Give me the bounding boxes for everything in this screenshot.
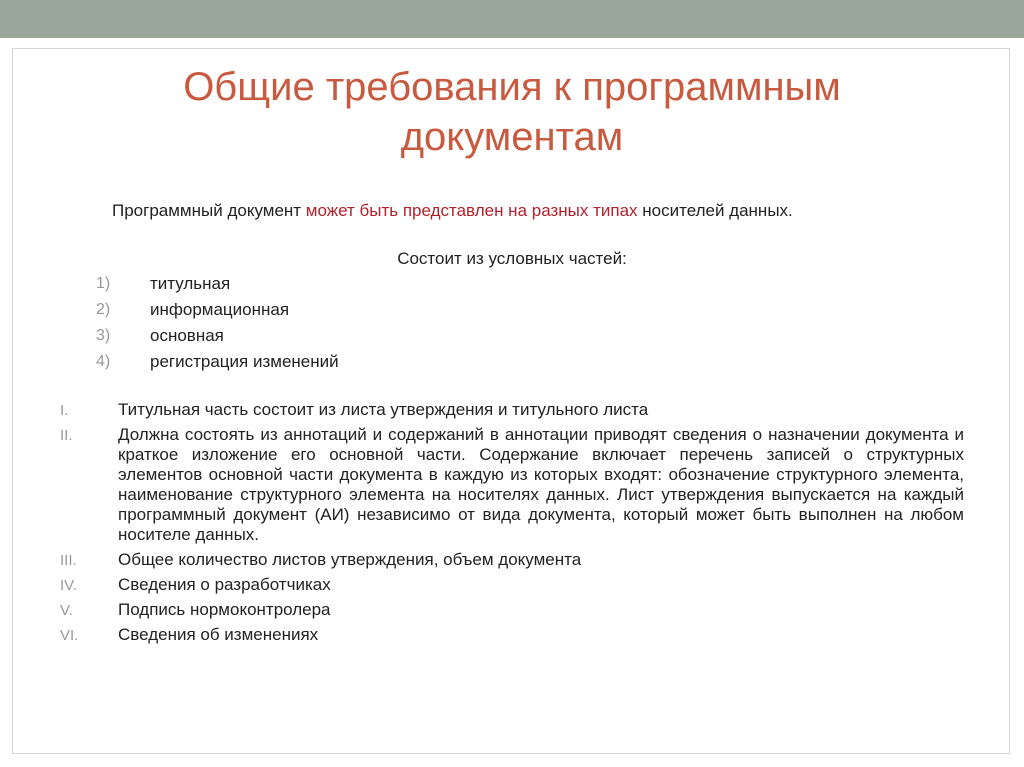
list-marker: VI. bbox=[60, 627, 79, 644]
title-line-1: Общие требования к программным bbox=[183, 65, 841, 109]
list-item-label: Подпись нормоконтролера bbox=[118, 600, 331, 619]
list-item bbox=[60, 425, 964, 545]
list-marker: II. bbox=[60, 427, 73, 444]
list-item bbox=[60, 349, 964, 375]
list-item-label: Сведения об изменениях bbox=[118, 625, 319, 644]
slide-title bbox=[60, 62, 964, 162]
list-item bbox=[60, 297, 964, 323]
list-item bbox=[60, 400, 964, 420]
list-item-label: регистрация изменений bbox=[150, 352, 339, 371]
list-item-label: Титульная часть состоит из листа утверждения и титульного листа bbox=[118, 400, 649, 419]
list-item-label: Должна состоять из аннотаций и содержаний в аннотации приводят сведения о назначении документа и краткое изложение его основной части. Содержание включает перечень записей о структурных элементов основной части документа в каждую из которых входят: обозначение структурного элемента, наименование структурного элемента на носителях данных. Лист утверждения выпускается на каждый программный документ (АИ) независимо от вида документа, который может быть выполнен на любом носителе данных. bbox=[118, 425, 964, 544]
list-marker: IV. bbox=[60, 577, 77, 594]
list-item-label: титульная bbox=[150, 274, 231, 293]
intro-text-before: Программный документ bbox=[112, 201, 306, 220]
intro-text-after: носителей данных. bbox=[637, 201, 793, 220]
list-marker: V. bbox=[60, 602, 73, 619]
list-marker: III. bbox=[60, 552, 77, 569]
top-bar bbox=[0, 0, 1024, 38]
list-item bbox=[60, 625, 964, 645]
list-item-label: информационная bbox=[150, 300, 290, 319]
list-item bbox=[60, 323, 964, 349]
list-item-label: Общее количество листов утверждения, объем документа bbox=[118, 550, 582, 569]
list-item-label: основная bbox=[150, 326, 224, 345]
list-marker: 4) bbox=[96, 353, 111, 370]
list-item-label: Сведения о разработчиках bbox=[118, 575, 331, 594]
list-marker: 2) bbox=[96, 301, 111, 318]
title-line-2: документам bbox=[400, 115, 624, 159]
parts-list bbox=[60, 271, 964, 375]
list-marker: I. bbox=[60, 402, 69, 419]
parts-subheading: Состоит из условных частей: bbox=[397, 249, 627, 268]
list-item bbox=[60, 271, 964, 297]
list-item bbox=[60, 575, 964, 595]
list-marker: 3) bbox=[96, 327, 111, 344]
list-item bbox=[60, 550, 964, 570]
list-marker: 1) bbox=[96, 275, 111, 292]
list-item bbox=[60, 600, 964, 620]
requirements-list bbox=[60, 400, 964, 650]
intro-paragraph bbox=[60, 201, 964, 221]
intro-highlight: может быть представлен на разных типах bbox=[305, 201, 638, 220]
